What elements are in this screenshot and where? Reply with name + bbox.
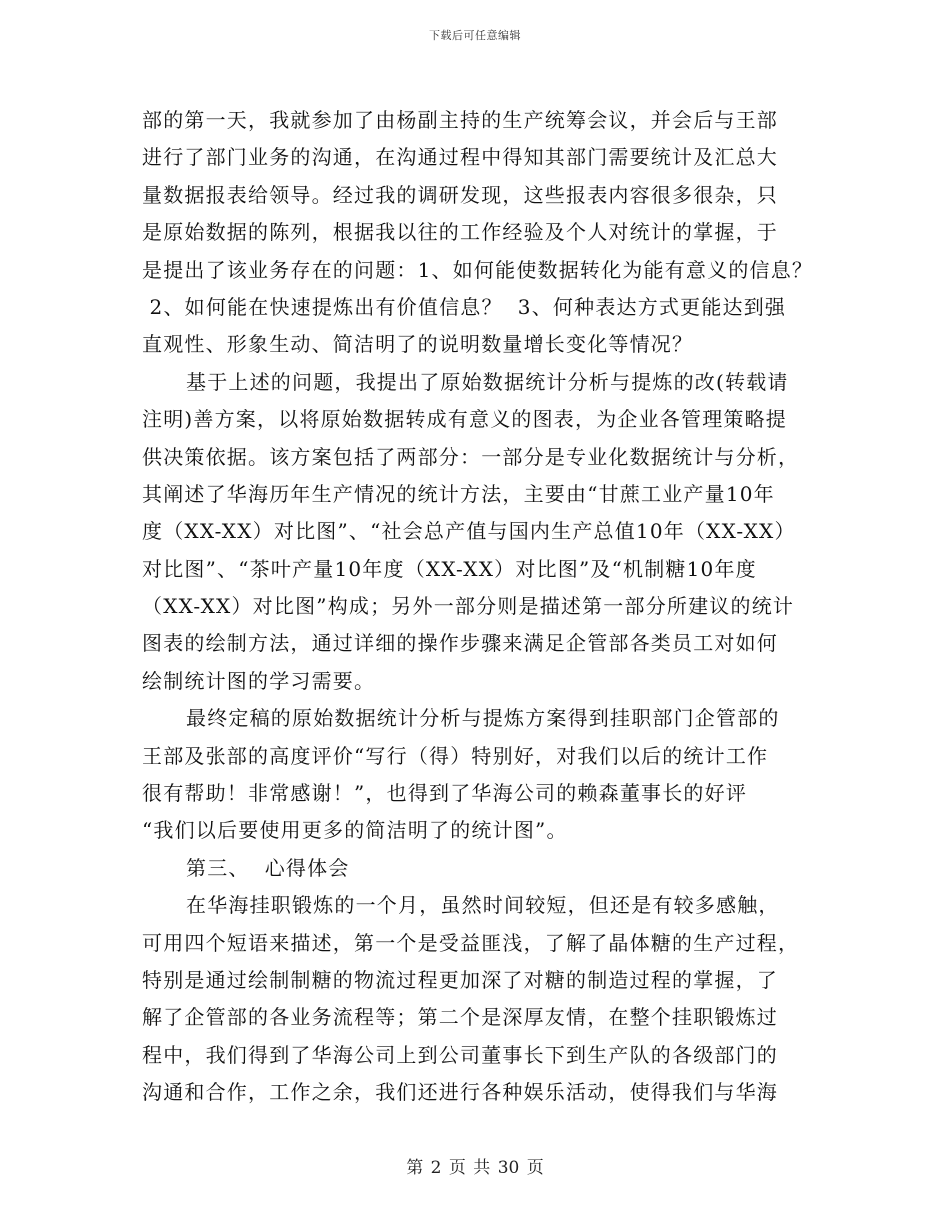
text-line: 其阐述了华海历年生产情况的统计方法，主要由“甘蔗工业产量10年 (142, 481, 775, 506)
text-line: 度（XX-XX）对比图”、“社会总产值与国内生产总值10年（XX-XX） (142, 519, 796, 544)
text-line: 部的第一天，我就参加了由杨副主持的生产统筹会议，并会后与王部 (142, 108, 778, 132)
paragraph-start-line: 基于上述的问题，我提出了原始数据统计分析与提炼的改(转载请 (186, 369, 789, 394)
text-line: 程中，我们得到了华海公司上到公司董事长下到生产队的各级部门的 (142, 1042, 778, 1067)
text-line: 特别是通过绘制制糖的物流过程更加深了对糖的制造过程的掌握，了 (142, 967, 778, 992)
text-line: 进行了部门业务的沟通，在沟通过程中得知其部门需要统计及汇总大 (142, 145, 778, 170)
text-line: 解了企管部的各业务流程等；第二个是深厚友情，在整个挂职锻炼过 (142, 1005, 778, 1030)
text-line: 很有帮助！非常感谢！”，也得到了华海公司的赖森董事长的好评 (142, 781, 748, 806)
text-line: 对比图”、“茶叶产量10年度（XX-XX）对比图”及“机制糖10年度 (142, 556, 757, 581)
text-line: 2、如何能在快速提炼出有价值信息？ 3、何种表达方式更能达到强 (142, 294, 787, 319)
text-line: 王部及张部的高度评价“写行（得）特别好，对我们以后的统计工作 (142, 743, 769, 768)
text-line: 量数据报表给领导。经过我的调研发现，这些报表内容很多很杂，只 (142, 182, 778, 207)
paragraph-start-line: 最终定稿的原始数据统计分析与提炼方案得到挂职部门企管部的 (186, 706, 780, 731)
text-line: 可用四个短语来描述，第一个是受益匪浅，了解了晶体糖的生产过程， (142, 930, 800, 955)
document-body (142, 102, 822, 1112)
text-line: （XX-XX）对比图”构成；另外一部分则是描述第一部分所建议的统计 (142, 594, 795, 619)
text-line: 图表的绘制方法，通过详细的操作步骤来满足企管部各类员工对如何 (142, 631, 778, 656)
text-line: 直观性、形象生动、简洁明了的说明数量增长变化等情况？ (142, 332, 694, 357)
page-header: 下载后可任意编辑 (429, 29, 521, 42)
text-line: 绘制统计图的学习需要。 (142, 668, 376, 693)
text-line: 是原始数据的陈列，根据我以往的工作经验及个人对统计的掌握，于 (142, 220, 778, 245)
paragraph-start-line: 在华海挂职锻炼的一个月，虽然时间较短，但还是有较多感触， (186, 893, 780, 918)
page-number-footer: 第 2 页 共 30 页 (406, 1158, 544, 1178)
text-line: “我们以后要使用更多的简洁明了的统计图”。 (142, 818, 568, 843)
text-line: 沟通和合作，工作之余，我们还进行各种娱乐活动，使得我们与华海 (142, 1080, 778, 1105)
text-line: 供决策依据。该方案包括了两部分：一部分是专业化数据统计与分析， (142, 444, 800, 469)
section-heading: 第三、 心得体会 (186, 855, 350, 880)
text-line: 是提出了该业务存在的问题：1、如何能使数据转化为能有意义的信息？ (142, 257, 814, 282)
text-line: 注明)善方案，以将原始数据转成有意义的图表，为企业各管理策略提 (142, 407, 788, 432)
